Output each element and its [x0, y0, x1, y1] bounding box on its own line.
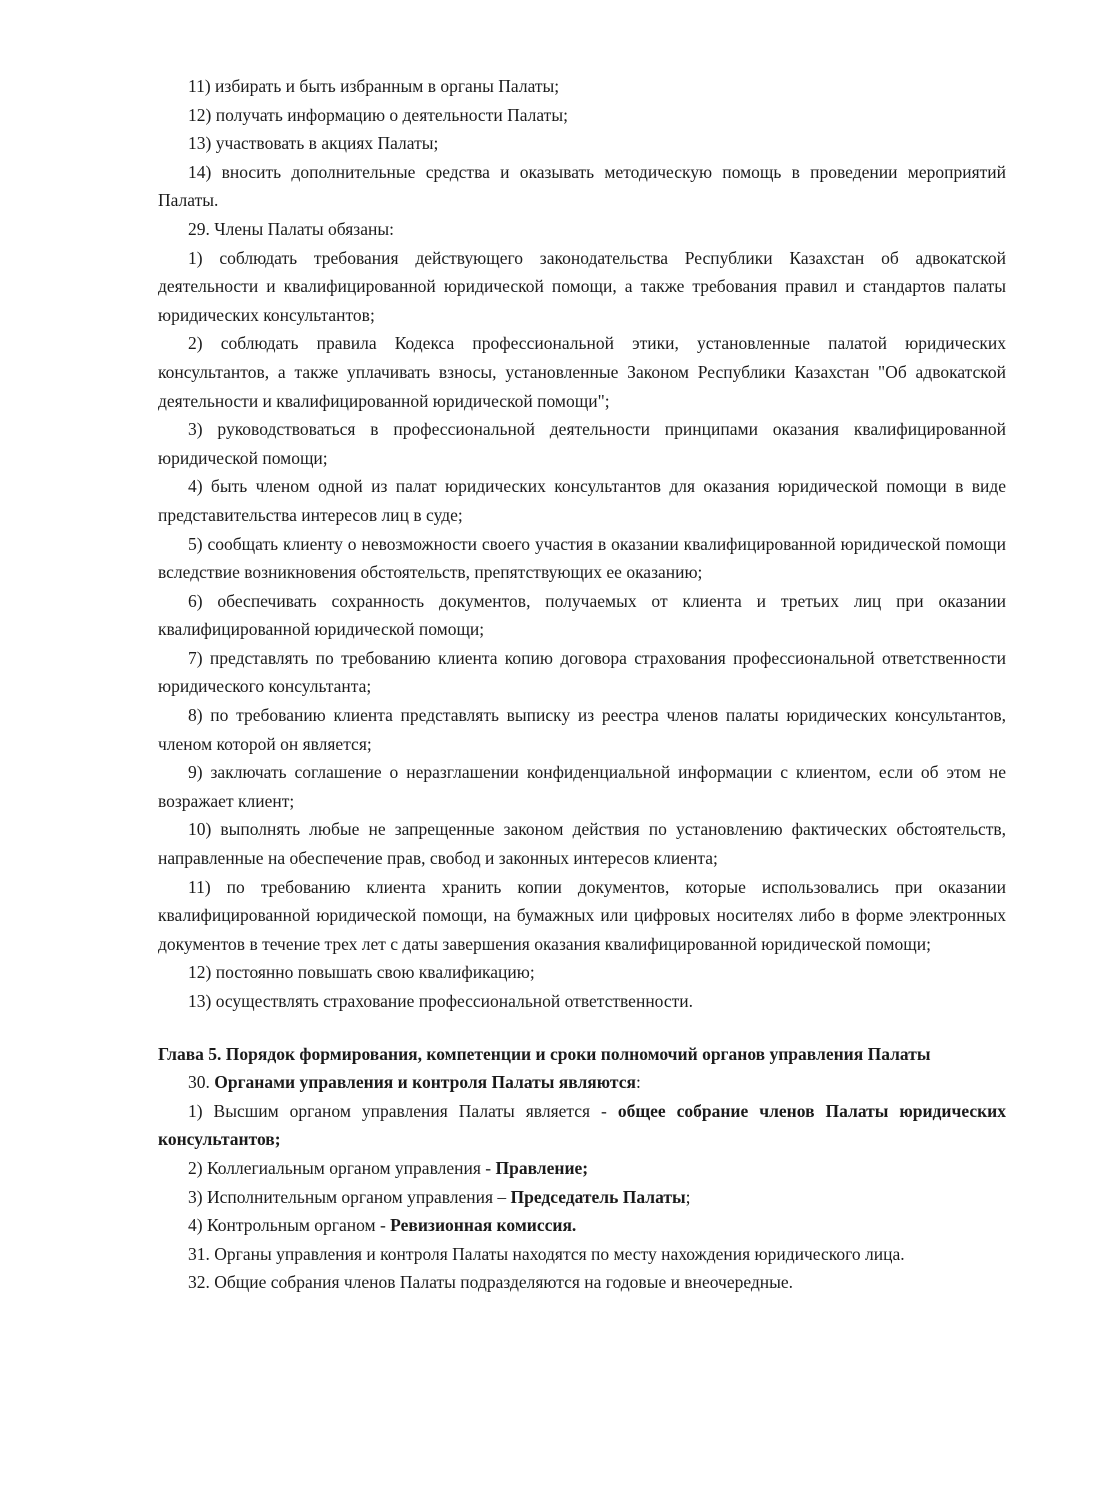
- paragraph: 1) соблюдать требования действующего законодательства Республики Казахстан об адвокатской деятельности и квалифицированной юридической помощи, а также требования правил и стандартов палаты юридических консультантов;: [158, 247, 1006, 325]
- punctuation: :: [635, 1072, 641, 1093]
- paragraph: 8) по требованию клиента представлять выписку из реестра членов палаты юридических консультантов, членом которой он является;: [158, 705, 1006, 754]
- bold-text: Ревизионная комиссия.: [390, 1215, 577, 1236]
- paragraph: 10) выполнять любые не запрещенные законом действия по установлению фактических обстоятельств, направленные на обеспечение прав, свобод и законных интересов клиента;: [158, 819, 1006, 869]
- paragraph: 6) обеспечивать сохранность документов, получаемых от клиента и третьих лиц при оказании квалифицированной юридической помощи;: [158, 590, 1006, 640]
- paragraph: 12) постоянно повышать свою квалификацию;: [188, 962, 535, 983]
- item-number: 30.: [188, 1072, 215, 1093]
- plain-text: 1) Высшим органом управления Палаты является -: [188, 1100, 618, 1121]
- bold-text: Правление;: [495, 1157, 589, 1178]
- plain-text: 3) Исполнительным органом управления –: [188, 1186, 511, 1207]
- paragraph: 29. Члены Палаты обязаны:: [188, 218, 394, 239]
- paragraph-30-1: [158, 1097, 1006, 1154]
- paragraph: 11) избирать и быть избранным в органы Палаты;: [188, 76, 560, 96]
- bold-text: Органами управления и контроля Палаты являются: [214, 1072, 636, 1093]
- paragraph: 5) сообщать клиенту о невозможности своего участия в оказании квалифицированной юридической помощи вследствие возникновения обстоятельств, препятствующих ее оказанию;: [158, 533, 1006, 583]
- paragraph-30-3: [158, 1183, 1006, 1212]
- paragraph-30: [158, 1068, 1006, 1097]
- paragraph: 13) участвовать в акциях Палаты;: [188, 133, 439, 154]
- bold-text: общее собрание членов Палаты юридических консультантов;: [158, 1100, 1006, 1150]
- paragraph: 12) получать информацию о деятельности Палаты;: [188, 104, 568, 125]
- paragraph: 13) осуществлять страхование профессиональной ответственности.: [188, 991, 694, 1011]
- chapter-heading: Глава 5. Порядок формирования, компетенции и сроки полномочий органов управления Палаты: [158, 1043, 931, 1064]
- document-page: [158, 72, 1006, 1297]
- paragraph-30-4: [158, 1211, 1006, 1240]
- plain-text: 4) Контрольным органом -: [188, 1215, 391, 1236]
- plain-text: 2) Коллегиальным органом управления -: [188, 1157, 496, 1178]
- paragraph: 7) представлять по требованию клиента копию договора страхования профессиональной ответственности юридического консультанта;: [158, 647, 1006, 697]
- paragraph: 9) заключать соглашение о неразглашении конфиденциальной информации с клиентом, если об этом не возражает клиент;: [158, 762, 1006, 811]
- punctuation: ;: [685, 1186, 691, 1207]
- paragraph: 11) по требованию клиента хранить копии документов, которые использовались при оказании квалифицированной юридической помощи, на бумажных или цифровых носителях либо в форме электронных документов в течение трех лет с даты завершения оказания квалифицированной юридической помощи;: [158, 876, 1006, 954]
- paragraph: 14) вносить дополнительные средства и оказывать методическую помощь в проведении мероприятий Палаты.: [158, 161, 1006, 211]
- paragraph: 3) руководствоваться в профессиональной деятельности принципами оказания квалифицированной юридической помощи;: [158, 419, 1006, 468]
- paragraph-30-2: [158, 1154, 1006, 1183]
- bold-text: Председатель Палаты: [510, 1186, 686, 1207]
- paragraph-32: 32. Общие собрания членов Палаты подразделяются на годовые и внеочередные.: [188, 1272, 794, 1293]
- paragraph: 2) соблюдать правила Кодекса профессиональной этики, установленные палатой юридических консультантов, а также уплачивать взносы, установленные Законом Республики Казахстан "Об адвокатской деятельности и квалифицированной юридической помощи";: [158, 333, 1006, 411]
- paragraph: 4) быть членом одной из палат юридических консультантов для оказания юридической помощи в виде представительства интересов лиц в суде;: [158, 476, 1006, 525]
- paragraph-31: 31. Органы управления и контроля Палаты находятся по месту нахождения юридического лица.: [188, 1243, 905, 1264]
